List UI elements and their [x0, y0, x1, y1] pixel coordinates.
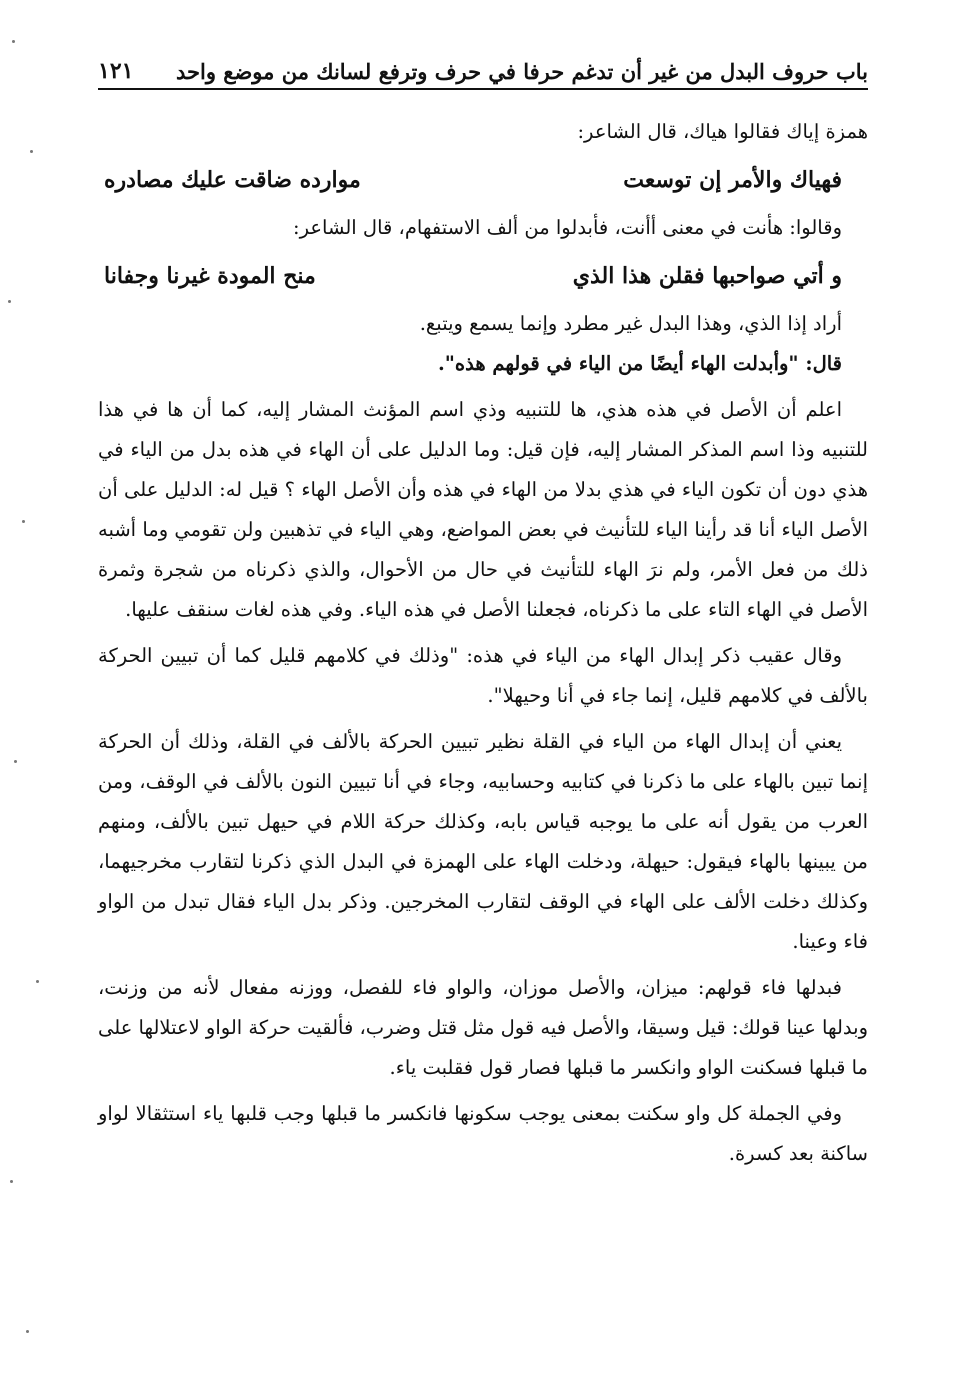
paragraph: أراد إذا الذي، وهذا البدل غير مطرد وإنما يسمع ويتبع.: [419, 312, 842, 335]
paragraph: يعني أن إبدال الهاء من الياء في القلة نظير تبيين الحركة بالألف في القلة، وذلك أن الحركة إنما تبين بالهاء على ما ذكرنا في كتابيه وحسابيه، وجاء في أنا تبيين النون بالألف في الوقف، ومن العرب من يقول أنه على ما يوجبه قياس بابه، وكذلك حركة اللام في حيهل تبين بالألف، ومنهم من يبينها بالهاء فيقول: حيهلة، ودخلت الهاء على الهمزة في البدل الذي ذكرنا لتقارب مخرجيهما، وكذلك دخلت الألف على الهاء في الوقف لتقارب المخرجين. وذكر بدل الياء فقال تبدل من الواو فاء وعينا.: [98, 730, 868, 953]
scan-margin-specks: [0, 0, 60, 1385]
paragraph: همزة إياك فقالوا هياك، قال الشاعر:: [577, 120, 868, 143]
verse-first-hemistich: و أتي صواحبها فقلن هذا الذي: [572, 263, 842, 289]
paragraph: وفي الجملة كل واو سكنت بمعنى يوجب سكونها فانكسر ما قبلها وجب قلبها ياء استثقالا لواو ساكنة بعد كسرة.: [98, 1102, 868, 1165]
running-header: [98, 46, 868, 90]
verse-second-hemistich: منح المودة غيرنا وجفانا: [104, 263, 316, 289]
chapter-title: باب حروف البدل من غير أن تدغم حرفا في حرف وترفع لسانك من موضع واحد: [176, 59, 868, 84]
paragraph: وقال عقيب ذكر إبدال الهاء من الياء في هذه: "وذلك في كلامهم قليل كما أن تبيين الحركة بالألف في كلامهم قليل، إنما جاء في أنا وحيهلا".: [98, 644, 868, 707]
poetry-verse: [98, 248, 868, 304]
verse-first-hemistich: فهياك والأمر إن توسعت: [623, 167, 842, 193]
poetry-verse: [98, 152, 868, 208]
page-number: ١٢١: [98, 58, 134, 84]
paragraph: اعلم أن الأصل في هذه هذي، ها للتنبيه وذي اسم المؤنث المشار إليه، كما أن ها في هذا للتنبيه وذا اسم المذكر المشار إليه، فإن قيل: وما الدليل على أن الهاء في هذه بدل من الياء في هذي دون أن تكون الياء في هذي بدلا من الهاء في هذه وأن الأصل الهاء ؟ قيل له: الدليل على أن الأصل الياء أنا قد رأينا الياء للتأنيث في بعض المواضع، وهي الياء في تذهبين ولن تقومي وما أشبه ذلك من فعل الأمر، ولم نرَ الهاء للتأنيث في حال من الأحوال، والذي ذكرناه من شجرة وثمرة الأصل في الهاء التاء على ما ذكرناه، فجعلنا الأصل في هذه الياء. وفي هذه لغات سنقف عليها.: [98, 398, 868, 621]
paragraph: قال: "وأبدلت الهاء أيضًا من الياء في قولهم هذه".: [437, 352, 842, 375]
verse-second-hemistich: موارده ضاقت عليك مصادره: [104, 167, 361, 193]
paragraph: وقالوا: هأنت في معنى أأنت، فأبدلوا من ألف الاستفهام، قال الشاعر:: [293, 216, 842, 239]
page-body: [98, 112, 868, 1174]
paragraph: فبدلها فاء قولهم: ميزان، والأصل موزان، والواو فاء للفصل، ووزنه مفعال لأنه من وزنت، وبدلها عينا قولك: قيل وسيقا، والأصل فيه قول مثل قتل وضرب، فألقيت حركة الواو لاعتلالها على ما قبلها فسكنت الواو وانكسر ما قبلها فصار قول فقلبت ياء.: [98, 976, 868, 1079]
